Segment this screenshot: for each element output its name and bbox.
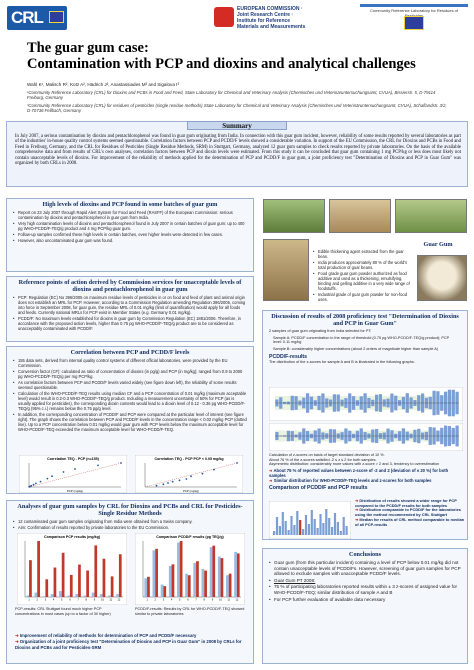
- guar-pods-photo: [263, 239, 309, 301]
- bar: [45, 579, 48, 597]
- bar: [155, 549, 158, 597]
- arrow-icon: ➜: [269, 467, 274, 473]
- bar: [103, 559, 106, 597]
- compare-bar: [282, 512, 284, 535]
- bar: [116, 594, 119, 597]
- data-point: [190, 475, 192, 477]
- analyses-caption-right: PCDD/F-results: Results by CRL for WHO-PCDD/F-TEQ showed similar to private laboratories: [135, 607, 245, 616]
- tick-label: 2: [154, 598, 156, 602]
- correlation-heading: Correlation between PCP and PCDD/F levels: [70, 349, 190, 356]
- bar: [119, 554, 122, 597]
- compare-bar: [331, 527, 333, 535]
- guar-powder-photo: [417, 255, 467, 301]
- list-item: • 75 % of participating laboratories reported results within ± 3 z-scores of assigned value for WHO-PCDD/F-TEQ; similar distribution of sample A and B: [269, 584, 461, 595]
- bar: [180, 541, 183, 597]
- proficiency-box: [262, 310, 468, 540]
- bar: [111, 576, 114, 597]
- compare-bar: [302, 529, 304, 535]
- tick-label: 9: [211, 598, 214, 602]
- compare-bar: [322, 523, 324, 535]
- jrc-logo: [214, 5, 314, 31]
- tick-label: 6: [69, 598, 71, 602]
- list-item: • 155 data sets, derived from internal quality control systems of different official laboratories, were provided by the EU Commission.: [13, 358, 247, 368]
- arrow-icon: ➜: [269, 478, 274, 484]
- z-note-3: Asymmetric distribution: considerably more values with z-score > 2 and 3, tendency to overestimation: [269, 462, 440, 467]
- analyses-conclusions: [15, 633, 247, 650]
- bar: [86, 570, 89, 597]
- correlation-box: [6, 346, 254, 494]
- affiliation-1: ¹Community Reference Laboratory (CRL) for Dioxins and PCBs in Food and Feed, State Laboratory for Chemical and Veterinary Analysis (Chemisches und Veterinäruntersuchungsamt, CVUA), Bissierstr. 5, D-79114 Freiburg, Germany: [27, 90, 436, 101]
- list-item: • PCDD/F: No maximum levels established for dioxins in guar gum by Commission Regulation (EC) 1881/2006. Therefore, in accordance with the proposed action levels, higher than 0.75 pg WHO-PCDD/F-TEQ/g product are to be considered as unacceptably contaminated with PCDD/F.: [13, 316, 247, 331]
- bar: [26, 596, 29, 597]
- guar-heading: Guar Gum: [423, 241, 453, 248]
- tick-label: 8: [203, 598, 205, 602]
- bar: [161, 585, 164, 597]
- tick-label: 1: [28, 598, 30, 602]
- bar: [234, 552, 237, 597]
- tick-label: 3: [44, 598, 47, 602]
- compare-item: [355, 518, 465, 527]
- high-levels-heading: High levels of dioxins and PCP found in some batches of guar gum: [42, 201, 218, 208]
- tick-label: 10: [219, 598, 223, 602]
- proficiency-intro: 2 samples of guar gum originating from India selected for PT:: [269, 329, 372, 333]
- analyses-conclusion-2: [15, 639, 247, 650]
- compare-bar: [299, 520, 301, 535]
- bar: [172, 564, 175, 597]
- data-point: [35, 483, 37, 485]
- bar: [108, 596, 111, 597]
- affiliation-2: ³Community Reference Laboratory (CRL) for residues of pesticides (single residue methods) State Laboratory for Chemical and Veterinary Analysis (Chemisches und Veterinäruntersuchungsamt, CVUA), Schaflandstr. 3/2, D-70736 Fellbach, Germany: [27, 102, 447, 113]
- compare-label: Comparison of PCDD/F and PCP results: [269, 485, 368, 492]
- correlation-chart-left: [19, 455, 127, 493]
- chart-title: Correlation TEQ - PCP PCP < 0.05 mg/kg: [154, 457, 224, 461]
- tick-label: 8: [85, 598, 87, 602]
- analyses-conclusion-1-text: Improvement of reliability of methods for determination of PCP and PCDD/F necessary: [19, 633, 197, 638]
- compare-item-text: Median for results of CRL method comparable to median of all PCP-results: [355, 516, 465, 527]
- tick-label: 2: [36, 598, 38, 602]
- tick-label: 11: [109, 598, 113, 602]
- bar: [153, 550, 156, 597]
- compare-bar: [293, 525, 295, 535]
- tick-label: 1: [146, 598, 148, 602]
- affiliations: [27, 90, 447, 113]
- bar: [202, 569, 205, 597]
- compare-bar: [290, 516, 292, 535]
- list-item: • In addition, the corresponding concentration of PCDD/F and PCP were compared at the particular level of interest (see figure right). The graph shows the correlation between PCP and PCDD/F levels in the concentration range < 0.02 mg/kg PCP (dotted line). Up to a PCP concentration below 0.01 mg/kg would guar gum with PCP levels below the maximum acceptable level for WHO-PCDD/F-TEQ exceeded the maximum acceptable level for WHO-PCDD/F-TEQ.: [13, 412, 247, 432]
- data-point: [163, 483, 165, 485]
- zscore-chart-a: [269, 387, 463, 421]
- crl-logo: [7, 6, 67, 30]
- reference-heading: Reference points of action derived by Commission services for unacceptable levels of dioxins and pentachlorophenol in guar gum: [18, 279, 242, 293]
- data-point: [202, 473, 204, 475]
- data-point: [186, 478, 188, 480]
- bar: [221, 558, 224, 597]
- bar: [35, 593, 38, 597]
- compare-item-text: Distribution comparable to PCDD/F for the laboratories using the method recommended by CRL Stuttgart: [355, 507, 461, 518]
- data-point: [172, 481, 174, 483]
- poster-header: [0, 0, 474, 38]
- tick-label: 9: [93, 598, 96, 602]
- data-point: [156, 485, 158, 487]
- compare-bar: [279, 526, 281, 535]
- list-item: • Calculation of the WHO-PCDD/F-TEQ results using median CF and a PCP concentration of 0.01 mg/kg (maximum acceptable level) would result in 0.2-0.3 WHO-PCDD/F-TEQ/g product. Including a measurement uncertainty of 50% for PCP (as is usually applied for pesticides), the corresponding dioxin contents would lead to a dioxin level of 0.12 - 0.36 pg WHO-PCDD/F-TEQ/g (95% c.i.) remains below the 0.75 pg/g level.: [13, 391, 247, 411]
- bar: [237, 553, 240, 597]
- crl-pesticides-logo-text: Community Reference Laboratory for Residues of: [369, 8, 459, 13]
- analyses-list: [13, 519, 247, 530]
- analyses-conclusion-2-text: Organization of a joint proficiency test "Determination of Dioxins and PCP in Guar Gum" in 2008 by CRLs for Dioxins and PCBs and for Pesticides-SRM: [15, 639, 242, 650]
- high-levels-box: [6, 198, 254, 272]
- compare-bar: [314, 519, 316, 535]
- summary-text: In July 2007, a serious contamination by dioxins and pentachlorophenol was found in guar gum originating from India. In connection with this guar gum incident, however, reliability of some results reported by several laboratories as part of the industries' in-house quality control systems seemed questionable. Correlation factors between PCP and PCDD/F levels showed a considerable variation. In support of the EU Commission, the CRL for Dioxins and PCBs in Food and Feed in Freiburg, Germany, and the CRL for Residues of Pesticides (Single Residue Methods, SRM) in Stuttgart, Germany, analyzed 12 guar gum samples to check results reported by private laboratories. On the basis of the available comprehensive data and from results of CRL's own analyses, correlation factors between PCP and dioxin levels were estimated. From this study it can be concluded that guar gum containing 1 mg PCP/kg or less does most likely not contain unacceptable levels of dioxins. For improvement of the reliability of methods applied for the determination of PCP and PCDD/F in guar gum, a joint proficiency test "Determination of Dioxins and PCP in Guar Gum" was organized by both CRLs in 2008.: [15, 134, 461, 167]
- bar: [94, 545, 97, 597]
- guar-field-photo: [263, 199, 325, 233]
- list-item: • Report on 23 July 2007 through Rapid Alert System for Food and Feed (RASFF) of the European Commission: serious contamination by dioxins and pentachlorophenol in guar gum from India.: [13, 210, 247, 220]
- reference-list: [13, 295, 247, 331]
- chart-title: Comparison PCDD/F results (pg TEQ/g): [156, 535, 224, 539]
- tick-label: 5: [179, 598, 181, 602]
- summary-heading: Summary: [187, 121, 287, 130]
- compare-bar: [337, 522, 339, 535]
- compare-bar: [317, 528, 319, 535]
- list-item: • Conversion factor (CF): calculated as ratio of concentration of dioxins (in pg/g) and PCP (in mg/kg); ranged from 0.9 to 2000 pg WHO-PCDD/F-TEQ/g per mg PCP/kg.: [13, 369, 247, 379]
- list-item: • For PCP further evaluation of available data necessary: [269, 597, 461, 603]
- data-point: [51, 475, 53, 477]
- bar: [144, 578, 147, 597]
- compare-bar: [340, 531, 342, 535]
- compare-list: [355, 499, 465, 527]
- bar: [59, 591, 62, 597]
- jrc-logo-text: EUROPEAN COMMISSION · Joint Research Centre · Institute for Reference Materials and Measurements: [237, 6, 306, 30]
- data-point: [63, 471, 65, 473]
- guar-gum-box: [262, 198, 468, 306]
- list-item: • Very high contamination levels of dioxins and pentachlorophenol found in July 2007 in certain batches of guar gum: up to 400 pg WHO-PCDD/F-TEQ/g product and 4 mg PCP/kg guar gum.: [13, 221, 247, 231]
- list-item: • India produces approximately 80 % of the world's total production of guar beans.: [313, 260, 411, 270]
- conclusions-list: [269, 560, 461, 602]
- z-note-2: About 76 % of the z-scores satisfied -2 ≤ z ≤ 2 for both samples.: [269, 457, 377, 462]
- analyses-heading: Analyses of guar gum samples by CRL for Dioxins and PCBs and CRL for Pesticides-Single Residue Methods: [17, 503, 243, 517]
- bar: [62, 553, 65, 597]
- sample-a: Sample A: PCDD/F concentration in the range of threshold (0.75 pg WHO-PCDD/F-TEQ/g product); PCP level: 0.11 mg/kg: [273, 335, 450, 345]
- arrow-icon: ➜: [15, 633, 20, 638]
- compare-bar: [328, 518, 330, 535]
- bar: [226, 575, 229, 597]
- tick-label: 11: [227, 598, 231, 602]
- data-point: [40, 481, 42, 483]
- highlight-1: [269, 468, 463, 478]
- data-point: [97, 465, 99, 467]
- x-axis-label: PCP (mg/kg): [183, 489, 199, 493]
- list-item: • Guar gum (from this particular incident) containing a level of PCP below 0.01 mg/kg did not contain unacceptable levels of PCDD/Fs. However, screening of guar gum samples for PCP allowed to exclude samples with unacceptable PCDD/F levels.: [269, 560, 461, 577]
- summary-box: [6, 121, 468, 187]
- bar: [169, 566, 172, 597]
- eu-flag-icon-right: [404, 16, 424, 30]
- chart-title: Correlation TEQ - PCP (n=155): [47, 457, 99, 461]
- guar-beans-photo: [329, 199, 391, 233]
- compare-bar: [343, 517, 345, 535]
- analyses-chart-pcddf: [135, 533, 245, 605]
- bar: [75, 594, 78, 597]
- data-point: [47, 478, 49, 480]
- tick-label: 4: [170, 598, 173, 602]
- highlight-2: [269, 478, 463, 483]
- bar: [43, 596, 46, 597]
- bar: [163, 586, 166, 597]
- arrow-icon: ➜: [355, 498, 360, 503]
- tick-label: 12: [117, 598, 121, 602]
- title-line-2: Contamination with PCP and dioxins and analytical challenges: [27, 56, 416, 72]
- chart-title: Comparison PCP results (mg/kg): [43, 535, 101, 539]
- guar-plant-photo: [395, 199, 467, 233]
- compare-bar: [273, 531, 275, 535]
- high-levels-list: [13, 210, 247, 243]
- bar: [92, 593, 95, 597]
- bar: [218, 557, 221, 597]
- reference-points-box: [6, 276, 254, 342]
- list-item: • 12 contaminated guar gum samples originating from India were obtained from a Swiss company.: [13, 519, 247, 524]
- list-item: • As correlation factors between PCP and PCDD/F levels varied widely (see figure down left), the reliability of some results seemed questionable.: [13, 380, 247, 390]
- title-line-1: The guar gum case:: [27, 40, 149, 56]
- arrow-icon: ➜: [355, 507, 360, 513]
- poster-title: [27, 40, 447, 72]
- bar: [185, 574, 188, 597]
- proficiency-heading: Discussion of results of 2008 proficiency test "Determination of Dioxins and PCP in Guar Gum": [271, 313, 459, 327]
- bar: [70, 575, 73, 597]
- analyses-chart-pcp: [17, 533, 127, 605]
- conclusions-box: [262, 548, 468, 664]
- zscore-chart-b: [269, 423, 463, 451]
- list-item: • Guar Gum PT 2008:: [269, 578, 461, 584]
- compare-chart: [269, 501, 351, 539]
- bar: [54, 568, 57, 597]
- tick-label: 7: [195, 598, 197, 602]
- compare-bar: [296, 511, 298, 535]
- tick-label: 3: [162, 598, 165, 602]
- conclusions-heading: Conclusions: [349, 551, 381, 558]
- bar: [229, 574, 232, 597]
- compare-bar: [346, 526, 348, 535]
- compare-bar: [288, 530, 290, 535]
- list-item: • Industrial grade of guar gum powder for non-food uses.: [313, 292, 411, 302]
- bar: [193, 563, 196, 597]
- arrow-icon: ➜: [15, 639, 20, 645]
- guar-list: [313, 249, 411, 302]
- bar: [78, 565, 81, 597]
- compare-bar: [276, 517, 278, 535]
- list-item: • However, also uncontaminated guar gum was found.: [13, 238, 247, 243]
- data-point: [179, 479, 181, 481]
- correlation-chart-right: [135, 455, 243, 493]
- bar: [188, 575, 191, 597]
- bar: [204, 571, 207, 597]
- data-point: [74, 468, 76, 470]
- compare-bar: [305, 515, 307, 535]
- data-point: [167, 482, 169, 484]
- eu-flag-icon: [49, 11, 64, 23]
- list-item: • PCP: Regulation (EC) No 396/2005 on maximum residue levels of pesticides in or on food and feed of plant and animal origin does not establish an MRL for PCP. However, according to a Commission Regulation amending Regulation 396/2005, coming into force in September 2008, for guar gum, the residue MRL of 0.01 mg/kg (limit of quantification) would apply for all foods and feeds. Currently national MRLs for PCP exist in Member States (e.g. Germany 0.01 mg/kg).: [13, 295, 247, 315]
- bar: [37, 541, 40, 597]
- tick-label: 4: [52, 598, 55, 602]
- bar: [147, 577, 150, 597]
- authors: Wahl K¹, Malisch R², Kotz A², Hädrich J², Anastassiades M³ and Sigalova I³: [27, 82, 179, 87]
- highlight-1-text: About 75 % of reported values between z-score of -2 and 2 (deviation of ± 20 %) for both samples: [269, 467, 449, 478]
- x-axis-label: PCP (mg/kg): [67, 489, 83, 493]
- list-item: • Food grade guar gum powder authorized as food additive and used as a thickening, emulsifying, binding and gelling additive in a very wide range of foodstuffs.: [313, 271, 411, 291]
- highlight-2-text: Similar distribution for WHO-PCDD/F-TEQ levels and z-scores for both samples: [273, 478, 432, 484]
- bar: [212, 546, 215, 597]
- list-item: • Edible thickening agent extracted from the guar bean.: [313, 249, 411, 259]
- pcddf-results-note: The distribution of the z-scores for sample A and B is illustrated in the following graphs.: [269, 360, 415, 365]
- analyses-box: [6, 500, 254, 664]
- list-item: • Aim: Confirmation of results reported by private laboratories to the EU Commission.: [13, 525, 247, 530]
- analyses-caption-left: PCP-results: CRL Stuttgart found much higher PCP concentrations in most cases (up to a factor of 30 higher): [15, 607, 111, 616]
- pcddf-results-label: PCDD/F-results: [269, 354, 308, 361]
- tick-label: 12: [235, 598, 239, 602]
- compare-bar: [325, 509, 327, 535]
- bar: [210, 547, 213, 597]
- data-point: [33, 484, 35, 486]
- compare-bar: [308, 524, 310, 535]
- compare-bar: [285, 521, 287, 535]
- tick-label: 10: [101, 598, 105, 602]
- logo-stripe: [360, 4, 468, 7]
- analyses-conclusion-1: [15, 633, 247, 638]
- bar: [100, 594, 103, 597]
- bar: [84, 596, 87, 597]
- arrow-icon: ➜: [355, 516, 360, 522]
- compare-bar: [334, 513, 336, 535]
- crl-logo-text: CRL: [11, 8, 43, 27]
- bar: [29, 560, 32, 597]
- z-note-1: Calculation of z-scores on basis of target standard deviation of 10 %.: [269, 453, 385, 457]
- tick-label: 6: [187, 598, 189, 602]
- tick-label: 5: [61, 598, 63, 602]
- bar: [51, 594, 54, 597]
- crl-pesticides-logo: [360, 4, 468, 32]
- tick-label: 7: [77, 598, 79, 602]
- list-item: • Follow-up samples confirmed these high levels in certain batches, even higher levels were detected in few cases.: [13, 232, 247, 237]
- bar: [67, 596, 70, 597]
- sample-b: Sample B: considerably higher concentrations (about 2 orders of magnitude higher than sample A): [273, 346, 439, 351]
- jrc-mark-icon: [214, 7, 234, 27]
- compare-bar: [319, 514, 321, 535]
- correlation-list: [13, 358, 247, 432]
- compare-bar: [311, 510, 313, 535]
- compare-item-text: Distribution of results showed a wider range for PCP compared to the PCDD/F results for both samples: [355, 498, 457, 508]
- bar: [196, 561, 199, 597]
- bar: [177, 543, 180, 597]
